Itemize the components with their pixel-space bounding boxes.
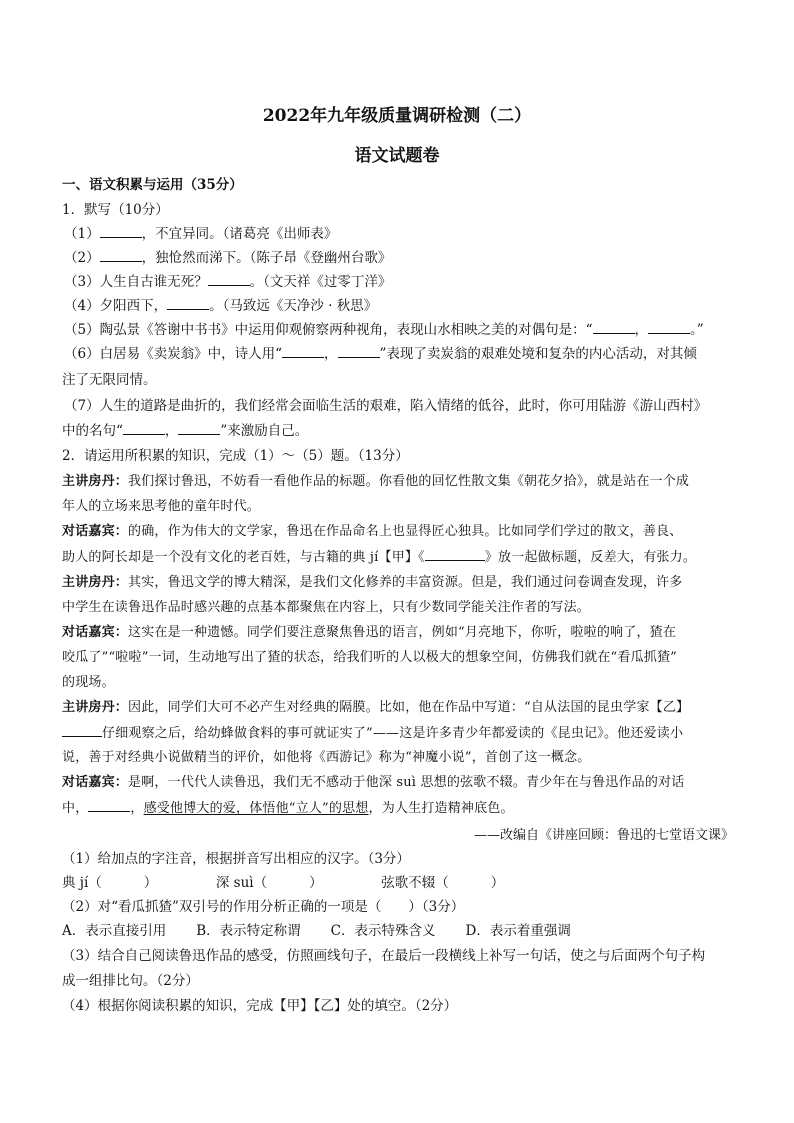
answer-blank[interactable] — [593, 321, 635, 334]
dialog-line: 助人的阿长却是一个没有文化的老百姓，与古籍的典 jí【甲】《 》放一起做标题，反差大，有张力。 — [62, 550, 697, 565]
subquestion-2: （2）对“看瓜抓猹”双引号的作用分析正确的一项是（ ）（3分） — [62, 899, 465, 915]
answer-blank[interactable] — [100, 225, 142, 238]
question-2-label: 2．请运用所积累的知识，完成（1）～（5）题。（13分） — [62, 448, 409, 464]
dialog-line: 说，善于对经典小说做精当的评价，如他将《西游记》称为“神魔小说”，首创了这一概念。 — [62, 750, 591, 765]
q1-item-6-cont: 注了无限同情。 — [62, 372, 157, 388]
dialog-line: 咬瓜了”“啦啦”一词，生动地写出了猹的状态，给我们听的人以极大的想象空间，仿佛我们就在“看瓜抓猹” — [62, 650, 678, 665]
subquestion-4: （4）根据你阅读积累的知识，完成【甲】【乙】处的填空。（2分） — [62, 998, 458, 1014]
question-1-label: 1．默写（10分） — [62, 202, 169, 218]
option-d[interactable]: D．表示着重强调 — [465, 923, 571, 939]
dialog-line: 对话嘉宾：是啊，一代代人读鲁迅，我们无不感动于他深 suì 思想的弦歌不辍。青少年在与鲁迅作品的对话 — [62, 775, 685, 790]
exam-subtitle: 语文试题卷 — [354, 146, 440, 166]
dialog-line: 年人的立场来思考他的童年时代。 — [62, 499, 261, 514]
dialog-line: 对话嘉宾：的确，作为伟大的文学家，鲁迅在作品命名上也显得匠心独具。比如同学们学过的散文，善良、 — [62, 524, 683, 539]
q1-item-7: （7）人生的道路是曲折的，我们经常会面临生活的艰难，陷入情绪的低谷，此时，你可用陆游《游山西村》 — [64, 398, 708, 414]
speaker-label: 对话嘉宾： — [62, 775, 129, 790]
q1-item-1: （1） ，不宜异同。（诸葛亮《出师表》 — [64, 226, 338, 242]
answer-blank[interactable] — [88, 799, 130, 812]
exam-title: 2022年九年级质量调研检测（二） — [262, 106, 532, 126]
subquestion-3: （3）结合自己阅读鲁迅作品的感受，仿照画线句子，在最后一段横线上补写一句话，使之与后面两个句子构 — [62, 948, 706, 964]
answer-blank[interactable] — [208, 273, 250, 286]
dialog-line: 对话嘉宾：这实在是一种遗憾。同学们要注意聚焦鲁迅的语言，例如“月亮地下，你听，啦啦的响了，猹在 — [62, 625, 677, 640]
option-b[interactable]: B．表示特定称谓 — [196, 923, 301, 939]
answer-blank[interactable] — [167, 297, 209, 310]
answer-blank[interactable] — [648, 321, 690, 334]
dialog-line: 中， ，感受他博大的爱，体悟他“立人”的思想，为人生打造精神底色。 — [62, 801, 514, 816]
speaker-label: 主讲房丹： — [62, 575, 129, 590]
q1-item-6: （6）白居易《卖炭翁》中，诗人用“ ， ”表现了卖炭翁的艰难处境和复杂的内心活动，对其倾 — [64, 346, 697, 362]
dialog-line: 仔细观察之后，给幼蜂做食料的事可就证实了”——这是许多青少年都爱读的《昆虫记》。他还爱读小 — [62, 724, 683, 743]
answer-blank[interactable] — [338, 345, 380, 358]
option-a[interactable]: A．表示直接引用 — [62, 923, 167, 939]
answer-blank[interactable] — [62, 724, 102, 737]
pinyin-row: 典 jí（ ） 深 suì（ ） 弦歌不辍（ ） — [62, 875, 505, 891]
q1-item-3: （3）人生自古谁无死？ 。（文天祥《过零丁洋》 — [64, 274, 392, 290]
dialog-line: 主讲房丹：因此，同学们大可不必产生对经典的隔膜。比如，他在作品中写道：“自从法国的昆虫学家【乙】 — [62, 700, 690, 715]
speaker-label: 主讲房丹： — [62, 474, 129, 489]
options-row — [62, 922, 571, 940]
q1-item-7-cont: 中的名句“ ， ”来激励自己。 — [62, 423, 309, 439]
speaker-label: 主讲房丹： — [62, 700, 129, 715]
q1-item-4: （4）夕阳西下， 。（马致远《天净沙 · 秋思》 — [64, 298, 378, 314]
dialog-line: 主讲房丹：我们探讨鲁迅，不妨看一看他作品的标题。你看他的回忆性散文集《朝花夕拾》，就是站在一个成 — [62, 474, 690, 489]
dialog-line: 的现场。 — [62, 675, 115, 690]
answer-blank[interactable] — [178, 422, 220, 435]
source-citation: ——改编自《讲座回顾：鲁迅的七堂语文课》 — [473, 828, 734, 843]
dialog-line: 主讲房丹：其实，鲁迅文学的博大精深，是我们文化修养的丰富资源。但是，我们通过问卷调查发现，许多 — [62, 575, 683, 590]
answer-blank[interactable] — [282, 345, 324, 358]
speaker-label: 对话嘉宾： — [62, 524, 129, 539]
subquestion-3-cont: 成一组排比句。（2分） — [62, 973, 199, 989]
q1-item-2: （2） ，独怆然而涕下。（陈子昂《登幽州台歌》 — [64, 250, 392, 266]
dialog-line: 中学生在读鲁迅作品时感兴趣的点基本都聚焦在内容上，只有少数同学能关注作者的写法。 — [62, 600, 591, 615]
option-c[interactable]: C．表示特殊含义 — [330, 923, 436, 939]
answer-blank[interactable] — [123, 422, 165, 435]
underlined-sentence: 感受他博大的爱，体悟他“立人”的思想 — [143, 801, 369, 816]
answer-blank[interactable] — [425, 548, 485, 561]
answer-blank[interactable] — [100, 249, 142, 262]
subquestion-1: （1）给加点的字注音，根据拼音写出相应的汉字。（3分） — [62, 851, 410, 867]
section-heading: 一、语文积累与运用（35分） — [62, 177, 243, 193]
speaker-label: 对话嘉宾： — [62, 625, 129, 640]
q1-item-5: （5）陶弘景《答谢中书书》中运用仰观俯察两种视角，表现山水相映之美的对偶句是：“ ， 。” — [64, 322, 704, 338]
